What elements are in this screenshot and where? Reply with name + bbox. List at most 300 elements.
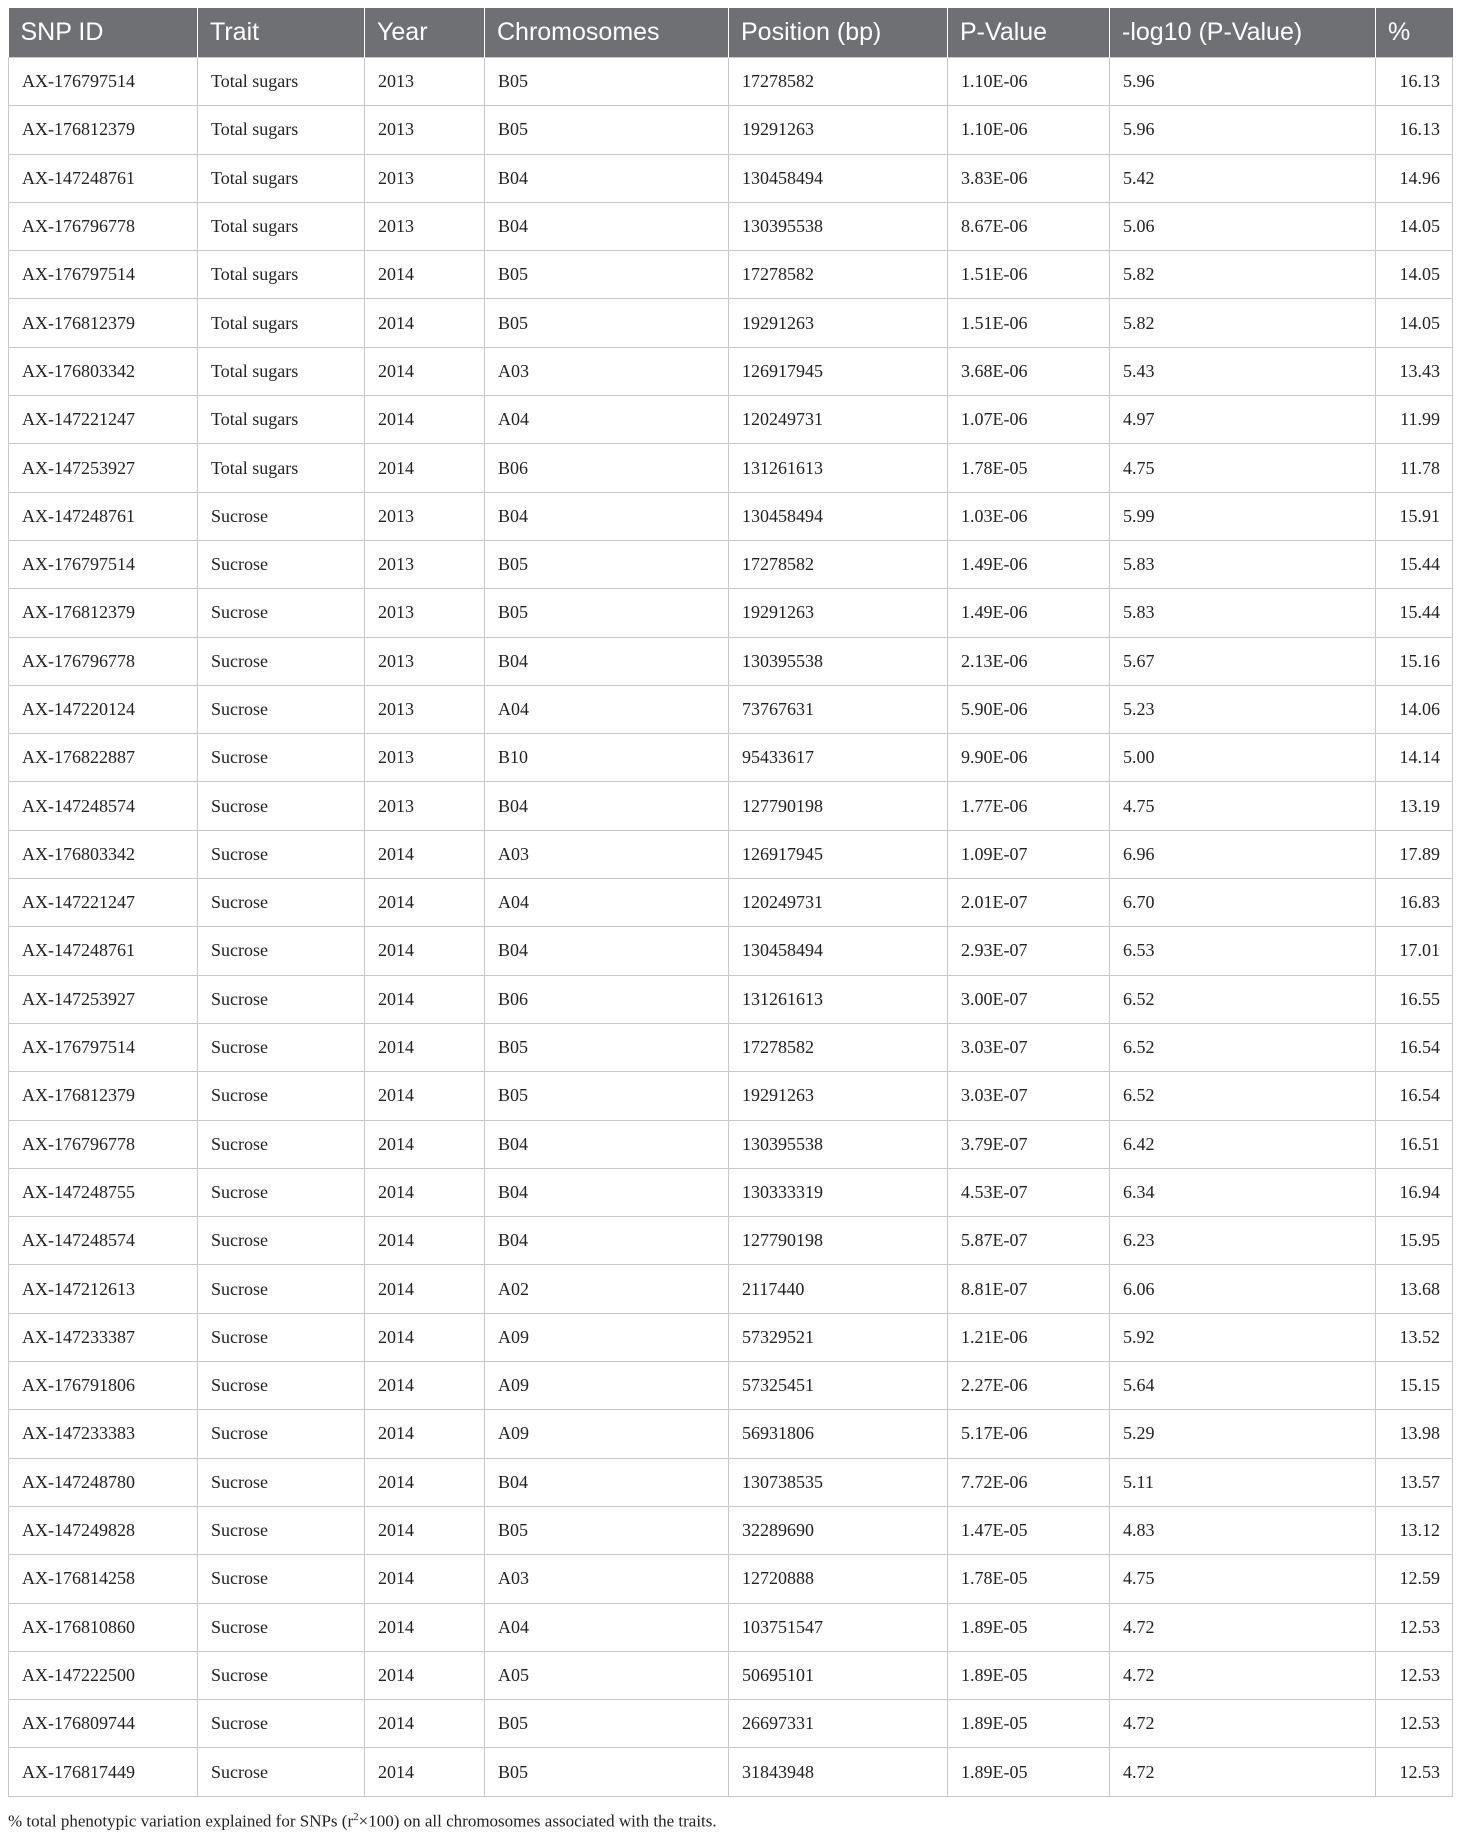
cell-percent: 14.05: [1376, 299, 1453, 347]
cell-snp-id: AX-147248574: [9, 782, 198, 830]
cell-chromosome: B06: [485, 444, 729, 492]
cell-snp-id: AX-176812379: [9, 299, 198, 347]
cell-position: 120249731: [729, 879, 948, 927]
cell-percent: 16.54: [1376, 1023, 1453, 1071]
cell-position: 126917945: [729, 347, 948, 395]
cell-trait: Total sugars: [198, 251, 365, 299]
table-row: [9, 299, 1453, 347]
cell-chromosome: A03: [485, 347, 729, 395]
cell-percent: 13.43: [1376, 347, 1453, 395]
table-row: [9, 202, 1453, 250]
cell-snp-id: AX-147233383: [9, 1410, 198, 1458]
cell-trait: Sucrose: [198, 1458, 365, 1506]
cell-log10-p-value: 5.11: [1110, 1458, 1376, 1506]
table-row: [9, 1651, 1453, 1699]
cell-p-value: 3.00E-07: [948, 975, 1110, 1023]
cell-position: 19291263: [729, 1072, 948, 1120]
cell-position: 19291263: [729, 589, 948, 637]
cell-position: 130395538: [729, 637, 948, 685]
cell-chromosome: A04: [485, 879, 729, 927]
cell-log10-p-value: 5.82: [1110, 251, 1376, 299]
cell-p-value: 2.01E-07: [948, 879, 1110, 927]
cell-position: 31843948: [729, 1748, 948, 1796]
cell-year: 2014: [365, 1023, 485, 1071]
cell-log10-p-value: 5.67: [1110, 637, 1376, 685]
cell-log10-p-value: 5.29: [1110, 1410, 1376, 1458]
cell-log10-p-value: 6.52: [1110, 1072, 1376, 1120]
cell-year: 2014: [365, 251, 485, 299]
cell-percent: 15.16: [1376, 637, 1453, 685]
cell-p-value: 1.07E-06: [948, 396, 1110, 444]
cell-p-value: 2.27E-06: [948, 1362, 1110, 1410]
cell-p-value: 2.93E-07: [948, 927, 1110, 975]
cell-p-value: 9.90E-06: [948, 734, 1110, 782]
cell-percent: 17.89: [1376, 830, 1453, 878]
cell-position: 103751547: [729, 1603, 948, 1651]
table-row: [9, 1748, 1453, 1796]
cell-year: 2014: [365, 299, 485, 347]
cell-year: 2014: [365, 1603, 485, 1651]
cell-log10-p-value: 4.72: [1110, 1603, 1376, 1651]
cell-p-value: 1.03E-06: [948, 492, 1110, 540]
cell-snp-id: AX-147220124: [9, 685, 198, 733]
cell-log10-p-value: 4.75: [1110, 1555, 1376, 1603]
cell-p-value: 1.49E-06: [948, 540, 1110, 588]
cell-year: 2014: [365, 830, 485, 878]
cell-snp-id: AX-176803342: [9, 830, 198, 878]
cell-year: 2013: [365, 637, 485, 685]
table-row: [9, 685, 1453, 733]
cell-position: 95433617: [729, 734, 948, 782]
cell-position: 130458494: [729, 492, 948, 540]
cell-position: 57329521: [729, 1313, 948, 1361]
cell-percent: 16.54: [1376, 1072, 1453, 1120]
cell-year: 2013: [365, 58, 485, 106]
cell-trait: Sucrose: [198, 1023, 365, 1071]
table-row: [9, 637, 1453, 685]
cell-position: 19291263: [729, 299, 948, 347]
cell-snp-id: AX-147221247: [9, 879, 198, 927]
cell-p-value: 5.17E-06: [948, 1410, 1110, 1458]
cell-position: 19291263: [729, 106, 948, 154]
table-row: [9, 154, 1453, 202]
cell-year: 2013: [365, 734, 485, 782]
cell-p-value: 3.68E-06: [948, 347, 1110, 395]
cell-year: 2014: [365, 1506, 485, 1554]
cell-p-value: 1.10E-06: [948, 58, 1110, 106]
table-row: [9, 589, 1453, 637]
cell-log10-p-value: 5.96: [1110, 106, 1376, 154]
table-row: [9, 1362, 1453, 1410]
cell-log10-p-value: 4.97: [1110, 396, 1376, 444]
cell-trait: Total sugars: [198, 58, 365, 106]
cell-trait: Sucrose: [198, 1072, 365, 1120]
cell-chromosome: A09: [485, 1410, 729, 1458]
cell-year: 2014: [365, 1362, 485, 1410]
cell-percent: 16.83: [1376, 879, 1453, 927]
cell-percent: 16.55: [1376, 975, 1453, 1023]
table-row: [9, 1313, 1453, 1361]
cell-trait: Sucrose: [198, 1265, 365, 1313]
cell-p-value: 1.10E-06: [948, 106, 1110, 154]
cell-log10-p-value: 5.96: [1110, 58, 1376, 106]
cell-chromosome: B04: [485, 154, 729, 202]
cell-position: 127790198: [729, 1217, 948, 1265]
cell-chromosome: B05: [485, 106, 729, 154]
cell-log10-p-value: 5.42: [1110, 154, 1376, 202]
cell-position: 130458494: [729, 154, 948, 202]
cell-position: 56931806: [729, 1410, 948, 1458]
cell-log10-p-value: 6.42: [1110, 1120, 1376, 1168]
cell-chromosome: B04: [485, 927, 729, 975]
cell-year: 2014: [365, 1748, 485, 1796]
table-row: [9, 106, 1453, 154]
cell-trait: Sucrose: [198, 1313, 365, 1361]
cell-chromosome: A05: [485, 1651, 729, 1699]
cell-trait: Sucrose: [198, 734, 365, 782]
cell-year: 2013: [365, 202, 485, 250]
cell-year: 2014: [365, 975, 485, 1023]
cell-position: 127790198: [729, 782, 948, 830]
cell-snp-id: AX-147248574: [9, 1217, 198, 1265]
cell-p-value: 1.89E-05: [948, 1603, 1110, 1651]
cell-trait: Sucrose: [198, 540, 365, 588]
cell-year: 2014: [365, 1700, 485, 1748]
header-p-value: P-Value: [948, 8, 1110, 58]
cell-chromosome: B04: [485, 1458, 729, 1506]
table-row: [9, 1603, 1453, 1651]
cell-position: 130395538: [729, 202, 948, 250]
cell-chromosome: B05: [485, 251, 729, 299]
table-row: [9, 782, 1453, 830]
table-header: [9, 8, 1453, 58]
cell-percent: 14.96: [1376, 154, 1453, 202]
cell-trait: Total sugars: [198, 299, 365, 347]
cell-p-value: 1.89E-05: [948, 1748, 1110, 1796]
cell-p-value: 1.77E-06: [948, 782, 1110, 830]
cell-snp-id: AX-147253927: [9, 975, 198, 1023]
cell-percent: 14.05: [1376, 251, 1453, 299]
cell-chromosome: B05: [485, 58, 729, 106]
cell-trait: Total sugars: [198, 347, 365, 395]
footnote-text-after: ×100) on all chromosomes associated with the traits.: [358, 1811, 717, 1831]
cell-position: 12720888: [729, 1555, 948, 1603]
cell-trait: Total sugars: [198, 444, 365, 492]
cell-log10-p-value: 6.96: [1110, 830, 1376, 878]
cell-year: 2014: [365, 1458, 485, 1506]
table-row: [9, 1168, 1453, 1216]
table-row: [9, 734, 1453, 782]
cell-percent: 12.59: [1376, 1555, 1453, 1603]
cell-p-value: 1.09E-07: [948, 830, 1110, 878]
cell-year: 2013: [365, 782, 485, 830]
cell-year: 2014: [365, 1651, 485, 1699]
cell-snp-id: AX-176796778: [9, 1120, 198, 1168]
table-row: [9, 1700, 1453, 1748]
header-year: Year: [365, 8, 485, 58]
cell-snp-id: AX-176797514: [9, 1023, 198, 1071]
cell-position: 17278582: [729, 540, 948, 588]
cell-snp-id: AX-176796778: [9, 202, 198, 250]
cell-trait: Sucrose: [198, 1362, 365, 1410]
cell-trait: Sucrose: [198, 1748, 365, 1796]
table-row: [9, 492, 1453, 540]
cell-snp-id: AX-176797514: [9, 251, 198, 299]
snp-association-table: [8, 8, 1453, 1797]
cell-log10-p-value: 5.23: [1110, 685, 1376, 733]
cell-chromosome: B05: [485, 1506, 729, 1554]
cell-percent: 13.19: [1376, 782, 1453, 830]
cell-chromosome: A03: [485, 1555, 729, 1603]
cell-position: 130333319: [729, 1168, 948, 1216]
cell-p-value: 3.03E-07: [948, 1072, 1110, 1120]
cell-trait: Sucrose: [198, 1603, 365, 1651]
cell-trait: Total sugars: [198, 396, 365, 444]
cell-percent: 15.44: [1376, 589, 1453, 637]
cell-year: 2014: [365, 1072, 485, 1120]
cell-p-value: 8.67E-06: [948, 202, 1110, 250]
cell-log10-p-value: 5.92: [1110, 1313, 1376, 1361]
snp-table-container: [8, 8, 1452, 1797]
table-row: [9, 347, 1453, 395]
cell-snp-id: AX-176791806: [9, 1362, 198, 1410]
cell-year: 2014: [365, 927, 485, 975]
cell-p-value: 5.87E-07: [948, 1217, 1110, 1265]
cell-year: 2013: [365, 154, 485, 202]
cell-p-value: 2.13E-06: [948, 637, 1110, 685]
cell-snp-id: AX-176822887: [9, 734, 198, 782]
cell-log10-p-value: 4.72: [1110, 1700, 1376, 1748]
cell-log10-p-value: 5.64: [1110, 1362, 1376, 1410]
cell-position: 32289690: [729, 1506, 948, 1554]
cell-chromosome: B05: [485, 1023, 729, 1071]
cell-year: 2014: [365, 444, 485, 492]
cell-log10-p-value: 4.72: [1110, 1748, 1376, 1796]
cell-snp-id: AX-176809744: [9, 1700, 198, 1748]
cell-snp-id: AX-147253927: [9, 444, 198, 492]
cell-percent: 16.13: [1376, 58, 1453, 106]
cell-trait: Sucrose: [198, 685, 365, 733]
cell-p-value: 1.78E-05: [948, 1555, 1110, 1603]
cell-percent: 15.95: [1376, 1217, 1453, 1265]
cell-p-value: 4.53E-07: [948, 1168, 1110, 1216]
cell-log10-p-value: 6.34: [1110, 1168, 1376, 1216]
cell-percent: 16.51: [1376, 1120, 1453, 1168]
table-row: [9, 1458, 1453, 1506]
cell-chromosome: A09: [485, 1313, 729, 1361]
cell-position: 17278582: [729, 1023, 948, 1071]
cell-position: 130395538: [729, 1120, 948, 1168]
cell-trait: Sucrose: [198, 927, 365, 975]
cell-snp-id: AX-147249828: [9, 1506, 198, 1554]
table-row: [9, 1555, 1453, 1603]
cell-snp-id: AX-176796778: [9, 637, 198, 685]
cell-chromosome: B04: [485, 492, 729, 540]
cell-chromosome: B05: [485, 299, 729, 347]
cell-log10-p-value: 6.52: [1110, 1023, 1376, 1071]
cell-log10-p-value: 6.06: [1110, 1265, 1376, 1313]
cell-year: 2013: [365, 540, 485, 588]
cell-chromosome: A02: [485, 1265, 729, 1313]
table-row: [9, 1072, 1453, 1120]
cell-log10-p-value: 6.53: [1110, 927, 1376, 975]
cell-trait: Sucrose: [198, 1120, 365, 1168]
cell-chromosome: A04: [485, 396, 729, 444]
cell-chromosome: B05: [485, 1072, 729, 1120]
cell-snp-id: AX-147248755: [9, 1168, 198, 1216]
cell-trait: Sucrose: [198, 975, 365, 1023]
cell-year: 2014: [365, 1410, 485, 1458]
cell-year: 2014: [365, 1265, 485, 1313]
cell-log10-p-value: 5.43: [1110, 347, 1376, 395]
cell-snp-id: AX-176797514: [9, 58, 198, 106]
cell-snp-id: AX-147221247: [9, 396, 198, 444]
cell-percent: 11.99: [1376, 396, 1453, 444]
cell-trait: Sucrose: [198, 782, 365, 830]
cell-chromosome: B04: [485, 637, 729, 685]
header-log10-p-value: -log10 (P-Value): [1110, 8, 1376, 58]
cell-position: 26697331: [729, 1700, 948, 1748]
cell-percent: 12.53: [1376, 1603, 1453, 1651]
cell-log10-p-value: 5.99: [1110, 492, 1376, 540]
cell-percent: 14.06: [1376, 685, 1453, 733]
cell-percent: 12.53: [1376, 1700, 1453, 1748]
cell-snp-id: AX-176797514: [9, 540, 198, 588]
cell-chromosome: B04: [485, 1217, 729, 1265]
cell-trait: Sucrose: [198, 1410, 365, 1458]
cell-percent: 13.57: [1376, 1458, 1453, 1506]
table-row: [9, 927, 1453, 975]
cell-trait: Sucrose: [198, 1700, 365, 1748]
cell-p-value: 1.49E-06: [948, 589, 1110, 637]
cell-chromosome: B05: [485, 589, 729, 637]
table-row: [9, 1410, 1453, 1458]
cell-p-value: 7.72E-06: [948, 1458, 1110, 1506]
header-percent: %: [1376, 8, 1453, 58]
cell-log10-p-value: 6.70: [1110, 879, 1376, 927]
table-row: [9, 1265, 1453, 1313]
cell-trait: Total sugars: [198, 154, 365, 202]
cell-trait: Sucrose: [198, 1506, 365, 1554]
cell-log10-p-value: 6.23: [1110, 1217, 1376, 1265]
cell-snp-id: AX-147248761: [9, 927, 198, 975]
cell-trait: Sucrose: [198, 589, 365, 637]
cell-percent: 12.53: [1376, 1748, 1453, 1796]
header-chromosomes: Chromosomes: [485, 8, 729, 58]
cell-trait: Sucrose: [198, 879, 365, 927]
cell-log10-p-value: 5.83: [1110, 589, 1376, 637]
cell-p-value: 8.81E-07: [948, 1265, 1110, 1313]
cell-snp-id: AX-147248780: [9, 1458, 198, 1506]
cell-p-value: 1.89E-05: [948, 1700, 1110, 1748]
table-row: [9, 1120, 1453, 1168]
table-row: [9, 1506, 1453, 1554]
cell-percent: 13.68: [1376, 1265, 1453, 1313]
table-row: [9, 444, 1453, 492]
table-row: [9, 975, 1453, 1023]
cell-percent: 15.44: [1376, 540, 1453, 588]
cell-year: 2014: [365, 1168, 485, 1216]
cell-p-value: 1.78E-05: [948, 444, 1110, 492]
table-footnote: [8, 1811, 717, 1832]
cell-chromosome: B06: [485, 975, 729, 1023]
cell-snp-id: AX-176803342: [9, 347, 198, 395]
cell-p-value: 5.90E-06: [948, 685, 1110, 733]
cell-log10-p-value: 4.72: [1110, 1651, 1376, 1699]
cell-log10-p-value: 6.52: [1110, 975, 1376, 1023]
cell-trait: Sucrose: [198, 492, 365, 540]
cell-position: 126917945: [729, 830, 948, 878]
cell-position: 120249731: [729, 396, 948, 444]
cell-chromosome: A03: [485, 830, 729, 878]
cell-log10-p-value: 5.06: [1110, 202, 1376, 250]
cell-p-value: 3.79E-07: [948, 1120, 1110, 1168]
cell-log10-p-value: 4.75: [1110, 444, 1376, 492]
footnote-text-before: % total phenotypic variation explained for SNPs (r: [8, 1811, 354, 1831]
table-row: [9, 540, 1453, 588]
table-body: [9, 58, 1453, 1797]
footnote-superscript: 2: [353, 1811, 359, 1823]
cell-trait: Total sugars: [198, 106, 365, 154]
cell-year: 2014: [365, 347, 485, 395]
cell-position: 131261613: [729, 444, 948, 492]
cell-p-value: 1.89E-05: [948, 1651, 1110, 1699]
cell-snp-id: AX-147233387: [9, 1313, 198, 1361]
cell-chromosome: B04: [485, 202, 729, 250]
cell-log10-p-value: 5.82: [1110, 299, 1376, 347]
cell-log10-p-value: 5.83: [1110, 540, 1376, 588]
cell-percent: 13.12: [1376, 1506, 1453, 1554]
cell-position: 130458494: [729, 927, 948, 975]
cell-position: 130738535: [729, 1458, 948, 1506]
cell-year: 2014: [365, 879, 485, 927]
cell-p-value: 3.03E-07: [948, 1023, 1110, 1071]
table-row: [9, 1023, 1453, 1071]
cell-percent: 13.98: [1376, 1410, 1453, 1458]
cell-year: 2013: [365, 589, 485, 637]
header-snp-id: SNP ID: [9, 8, 198, 58]
cell-year: 2013: [365, 685, 485, 733]
cell-trait: Sucrose: [198, 637, 365, 685]
cell-position: 17278582: [729, 58, 948, 106]
cell-chromosome: A09: [485, 1362, 729, 1410]
cell-position: 17278582: [729, 251, 948, 299]
cell-year: 2014: [365, 1217, 485, 1265]
cell-trait: Sucrose: [198, 830, 365, 878]
cell-position: 131261613: [729, 975, 948, 1023]
cell-year: 2014: [365, 1313, 485, 1361]
cell-chromosome: B05: [485, 1700, 729, 1748]
cell-p-value: 1.47E-05: [948, 1506, 1110, 1554]
cell-snp-id: AX-147248761: [9, 492, 198, 540]
cell-year: 2013: [365, 106, 485, 154]
cell-percent: 11.78: [1376, 444, 1453, 492]
cell-position: 50695101: [729, 1651, 948, 1699]
cell-log10-p-value: 4.83: [1110, 1506, 1376, 1554]
cell-percent: 16.13: [1376, 106, 1453, 154]
cell-percent: 14.14: [1376, 734, 1453, 782]
cell-trait: Total sugars: [198, 202, 365, 250]
cell-chromosome: B10: [485, 734, 729, 782]
cell-snp-id: AX-176814258: [9, 1555, 198, 1603]
cell-chromosome: B05: [485, 540, 729, 588]
table-row: [9, 58, 1453, 106]
cell-year: 2014: [365, 396, 485, 444]
cell-position: 57325451: [729, 1362, 948, 1410]
cell-chromosome: B04: [485, 782, 729, 830]
cell-chromosome: B04: [485, 1120, 729, 1168]
cell-p-value: 1.21E-06: [948, 1313, 1110, 1361]
